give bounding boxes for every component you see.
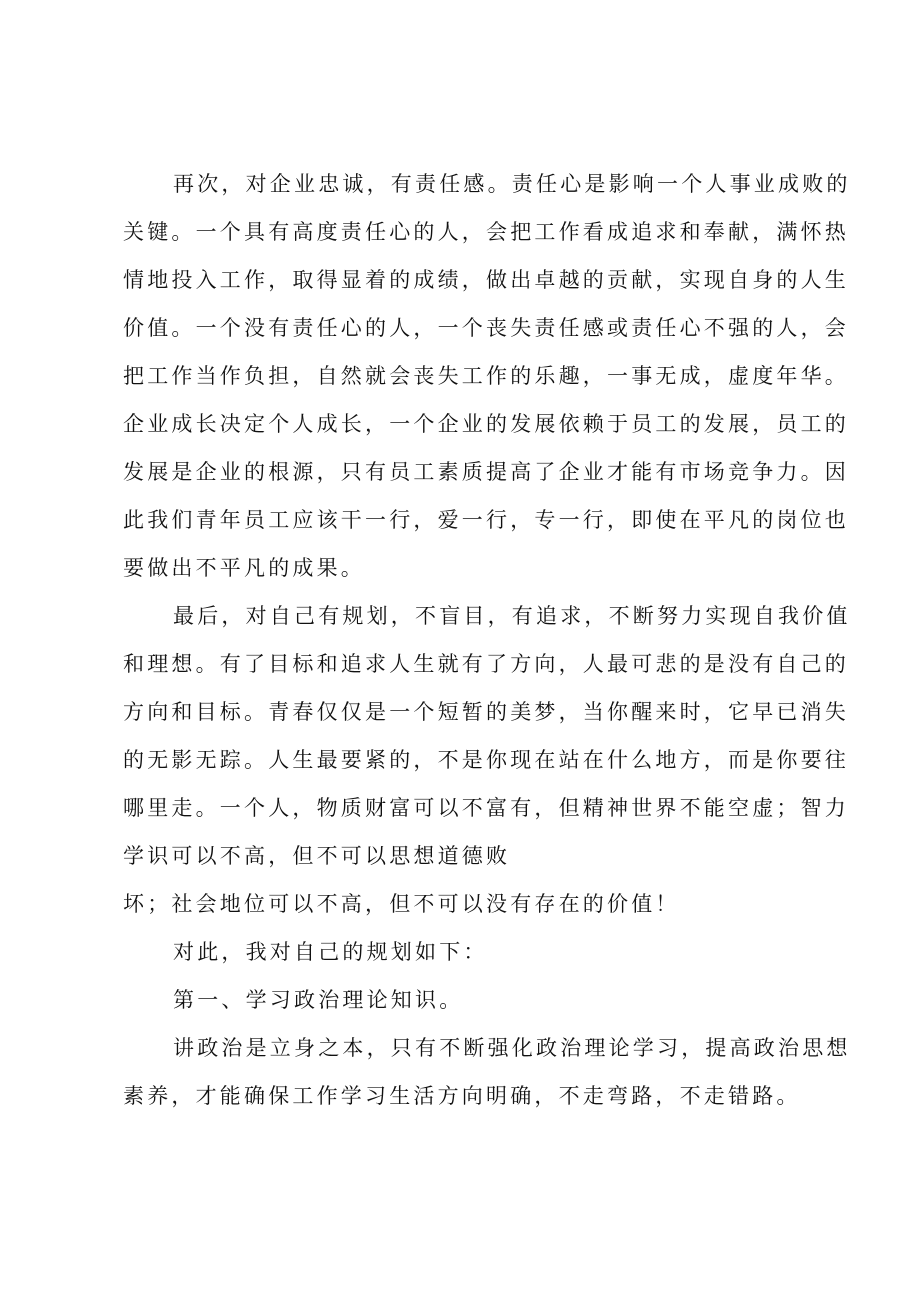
- paragraph-line: 此我们青年员工应该干一行，爱一行，专一行，即使在平凡的岗位也: [123, 508, 849, 532]
- paragraph-line: 学识可以不高，但不可以思想道德败: [123, 844, 511, 868]
- paragraph-line: 关键。一个具有高度责任心的人，会把工作看成追求和奉献，满怀热: [123, 220, 849, 244]
- paragraph-line: 素养，才能确保工作学习生活方向明确，不走弯路，不走错路。: [123, 1084, 801, 1108]
- paragraph-line: 企业成长决定个人成长，一个企业的发展依赖于员工的发展，员工的: [123, 412, 849, 436]
- paragraph-line: 情地投入工作，取得显着的成绩，做出卓越的贡献，实现自身的人生: [123, 268, 849, 292]
- paragraph-line: 要做出不平凡的成果。: [123, 556, 365, 580]
- paragraph-line: 最后，对自己有规划，不盲目，有追求，不断努力实现自我价值: [173, 604, 851, 628]
- paragraph-line: 把工作当作负担，自然就会丧失工作的乐趣，一事无成，虚度年华。: [123, 364, 849, 388]
- paragraph-line: 哪里走。一个人，物质财富可以不富有，但精神世界不能空虚；智力: [123, 796, 849, 820]
- paragraph-line: 价值。一个没有责任心的人，一个丧失责任感或责任心不强的人，会: [123, 316, 849, 340]
- paragraph-line: 的无影无踪。人生最要紧的，不是你现在站在什么地方，而是你要往: [123, 748, 849, 772]
- paragraph-line: 坏；社会地位可以不高，但不可以没有存在的价值！: [123, 892, 680, 916]
- paragraph-line: 和理想。有了目标和追求人生就有了方向，人最可悲的是没有自己的: [123, 652, 849, 676]
- paragraph-line: 讲政治是立身之本，只有不断强化政治理论学习，提高政治思想: [173, 1036, 851, 1060]
- paragraph-line: 对此，我对自己的规划如下：: [173, 940, 488, 964]
- paragraph-line: 方向和目标。青春仅仅是一个短暂的美梦，当你醒来时，它早已消失: [123, 700, 849, 724]
- section-heading: 第一、学习政治理论知识。: [173, 988, 464, 1012]
- paragraph-line: 发展是企业的根源，只有员工素质提高了企业才能有市场竞争力。因: [123, 460, 849, 484]
- paragraph-line: 再次，对企业忠诚，有责任感。责任心是影响一个人事业成败的: [173, 172, 851, 196]
